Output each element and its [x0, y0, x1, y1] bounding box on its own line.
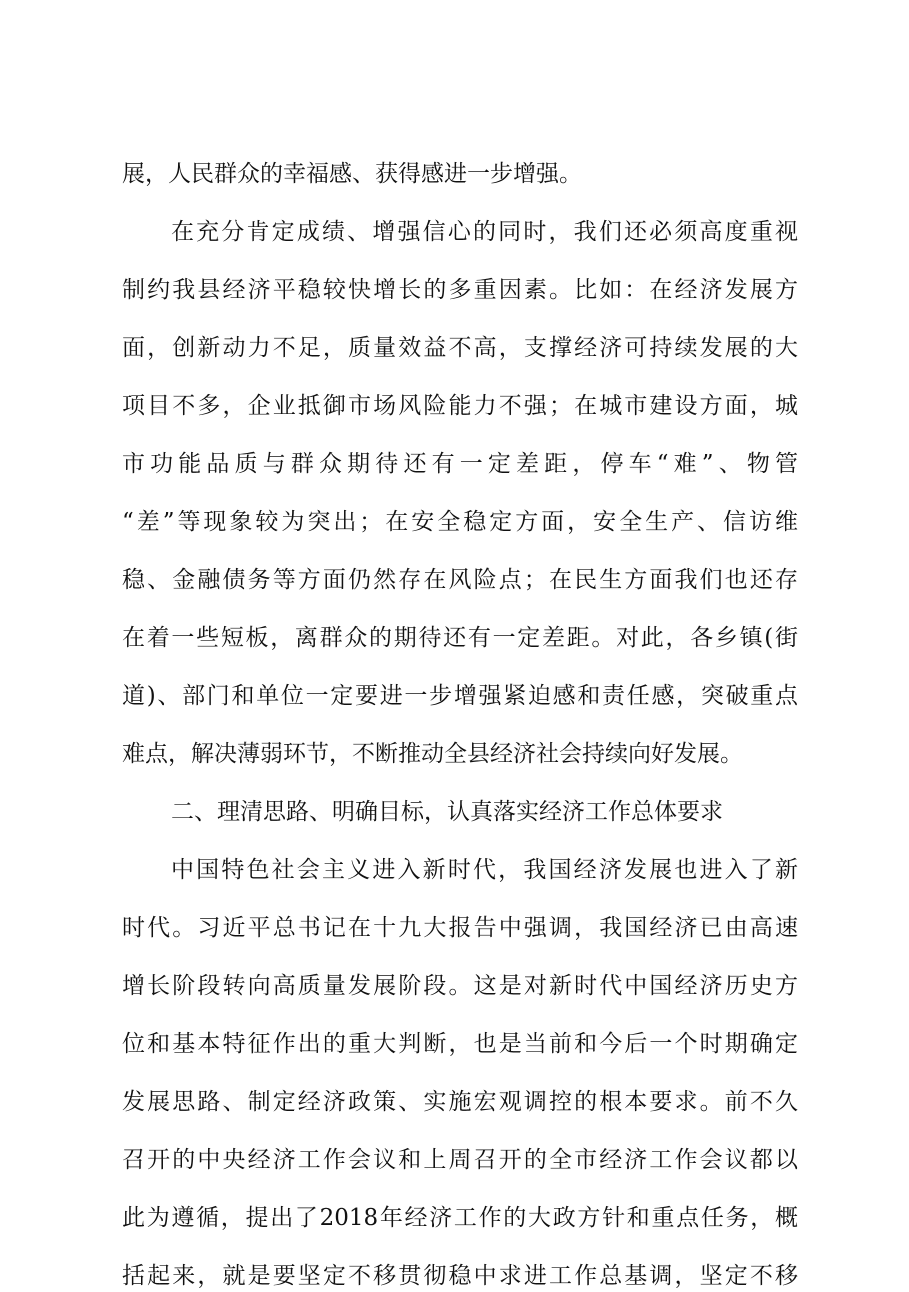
- paragraph-first-line: 中国特色社会主义进入新时代，我国经济发展也进入了新: [171, 857, 798, 883]
- text-line: 在着一些短板，离群众的期待还有一定差距。对此，各乡镇(街: [122, 625, 798, 651]
- text-line: 难点，解决薄弱环节，不断推动全县经济社会持续向好发展。: [122, 741, 743, 767]
- text-line: 发展思路、制定经济政策、实施宏观调控的根本要求。前不久: [122, 1089, 798, 1115]
- text-line: 时代。习近平总书记在十九大报告中强调，我国经济已由高速: [122, 915, 798, 941]
- text-line: 道)、部门和单位一定要进一步增强紧迫感和责任感，突破重点: [122, 683, 798, 709]
- paragraph-first-line: 在充分肯定成绩、增强信心的同时，我们还必须高度重视: [171, 219, 798, 245]
- section-heading: 二、理清思路、明确目标，认真落实经济工作总体要求: [171, 799, 723, 825]
- text-line: 召开的中央经济工作会议和上周召开的全市经济工作会议都以: [122, 1147, 798, 1173]
- text-line: 制约我县经济平稳较快增长的多重因素。比如：在经济发展方: [122, 277, 798, 303]
- text-line: 面，创新动力不足，质量效益不高，支撑经济可持续发展的大: [122, 335, 798, 361]
- text-line: 项目不多，企业抵御市场风险能力不强；在城市建设方面，城: [122, 393, 798, 419]
- text-line: 此为遵循，提出了2018年经济工作的大政方针和重点任务，概: [122, 1205, 798, 1231]
- text-line: 稳、金融债务等方面仍然存在风险点；在民生方面我们也还存: [122, 567, 798, 593]
- text-line: 括起来，就是要坚定不移贯彻稳中求进工作总基调，坚定不移: [122, 1263, 798, 1289]
- text-line: 展，人民群众的幸福感、获得感进一步增强。: [122, 161, 582, 187]
- text-line: 增长阶段转向高质量发展阶段。这是对新时代中国经济历史方: [122, 973, 798, 999]
- text-line: 市功能品质与群众期待还有一定差距，停车“难”、物管: [122, 451, 798, 477]
- text-line: 位和基本特征作出的重大判断，也是当前和今后一个时期确定: [122, 1031, 798, 1057]
- text-line: “差”等现象较为突出；在安全稳定方面，安全生产、信访维: [122, 509, 798, 535]
